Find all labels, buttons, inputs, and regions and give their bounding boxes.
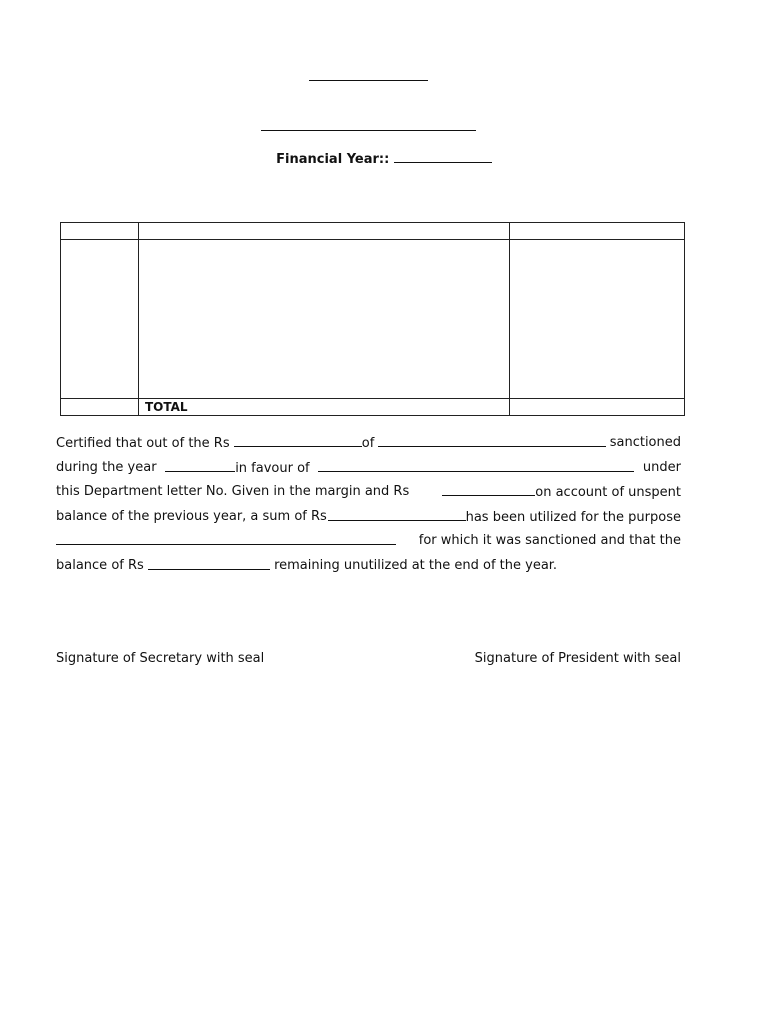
certificate-text: under xyxy=(642,459,681,475)
certificate-line-4 xyxy=(56,505,681,530)
president-signature-label: Signature of President with seal xyxy=(474,651,681,666)
favour-of-blank[interactable] xyxy=(318,456,634,472)
certificate-text: this Department letter No. Given in the margin and Rs xyxy=(56,484,410,499)
form-table xyxy=(60,222,685,416)
secretary-signature-label: Signature of Secretary with seal xyxy=(56,651,265,666)
table-cell[interactable] xyxy=(510,223,685,240)
certificate-text: balance of Rs xyxy=(56,557,144,573)
total-label: TOTAL xyxy=(139,399,510,416)
financial-year-blank[interactable] xyxy=(394,150,492,163)
table-cell[interactable] xyxy=(139,223,510,240)
amount-blank[interactable] xyxy=(234,431,362,447)
certificate-text: balance of the previous year, a sum of Rs xyxy=(56,508,327,524)
certificate-text: remaining unutilized at the end of the year. xyxy=(274,557,558,573)
certificate-line-5 xyxy=(56,529,681,554)
table-cell[interactable] xyxy=(139,240,510,399)
utilized-amount-blank[interactable] xyxy=(328,505,466,521)
certificate-line-2 xyxy=(56,456,681,481)
financial-year-row xyxy=(0,150,768,167)
purpose-blank[interactable] xyxy=(56,529,396,545)
heading-blank-line-1[interactable] xyxy=(309,80,428,81)
certificate-line-3 xyxy=(56,480,681,505)
sanction-source-blank[interactable] xyxy=(378,431,606,447)
certificate-segment xyxy=(56,431,606,456)
financial-year-label: Financial Year:: xyxy=(276,152,390,167)
certificate-line-1 xyxy=(56,431,681,456)
certificate-text: of xyxy=(361,436,375,451)
table-row xyxy=(61,240,685,399)
table-header-row xyxy=(61,223,685,240)
heading-blank-line-2[interactable] xyxy=(261,130,476,131)
table-cell[interactable] xyxy=(61,399,139,416)
table-total-row xyxy=(61,399,685,416)
certificate-text: during the year xyxy=(56,459,157,475)
certificate-paragraph xyxy=(56,431,681,578)
certificate-text: in favour of xyxy=(235,460,310,476)
certificate-text: Certified that out of the Rs xyxy=(56,436,230,451)
certificate-segment xyxy=(328,505,681,530)
certificate-text: has been utilized for the purpose xyxy=(465,509,681,525)
year-blank[interactable] xyxy=(165,456,235,472)
certificate-segment xyxy=(165,456,309,481)
table-cell[interactable] xyxy=(61,223,139,240)
certificate-text: sanctioned xyxy=(609,435,681,450)
table-cell[interactable] xyxy=(510,240,685,399)
certificate-text: on account of unspent xyxy=(535,485,681,500)
table-cell[interactable] xyxy=(61,240,139,399)
certificate-text: for which it was sanctioned and that the xyxy=(418,533,681,548)
certificate-line-6 xyxy=(56,554,681,579)
unutilized-amount-blank[interactable] xyxy=(148,554,270,570)
unspent-amount-blank[interactable] xyxy=(442,480,535,496)
total-amount-cell[interactable] xyxy=(510,399,685,416)
certificate-segment xyxy=(442,480,681,505)
